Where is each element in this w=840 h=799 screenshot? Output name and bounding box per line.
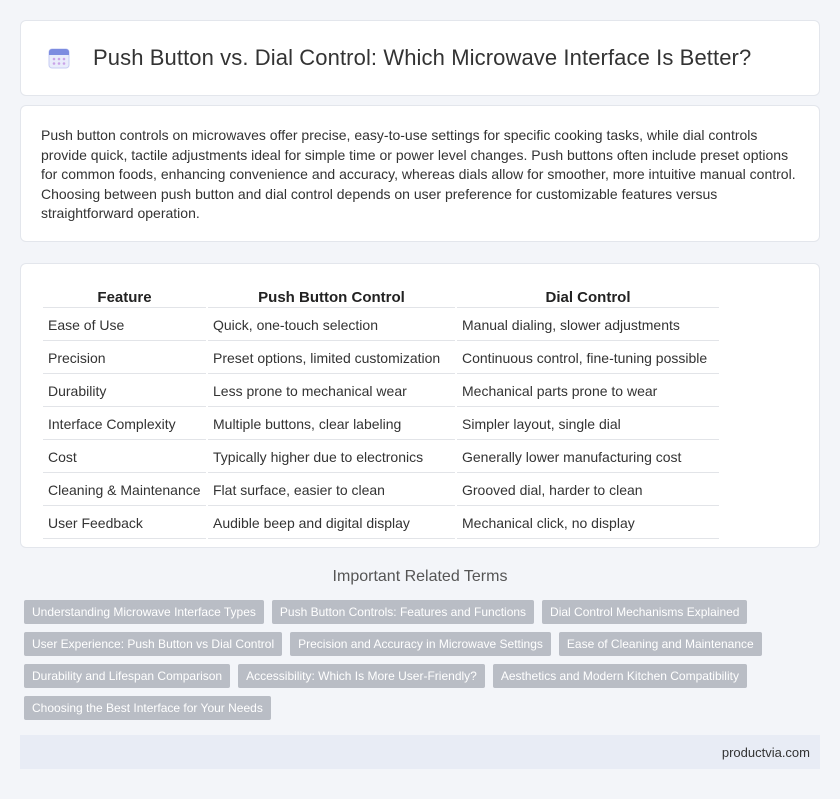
footer-site-link[interactable]: productvia.com [721,744,810,760]
table-cell: Less prone to mechanical wear [208,376,455,407]
footer [20,735,820,769]
related-term-tag[interactable]: Ease of Cleaning and Maintenance [559,632,762,656]
table-cell: Quick, one-touch selection [208,310,455,341]
related-term-tag[interactable]: Choosing the Best Interface for Your Needs [24,696,271,720]
table-cell: Interface Complexity [43,409,206,440]
comparison-table [41,284,721,541]
header-card [20,20,820,96]
calendar-icon [47,46,71,70]
table-cell: Durability [43,376,206,407]
table-cell: Precision [43,343,206,374]
table-cell: Grooved dial, harder to clean [457,475,719,506]
related-term-tag[interactable]: Durability and Lifespan Comparison [24,664,230,688]
page-title: Push Button vs. Dial Control: Which Microwave Interface Is Better? [93,45,752,70]
table-row [43,409,719,440]
table-row [43,376,719,407]
table-cell: Simpler layout, single dial [457,409,719,440]
table-cell: Continuous control, fine-tuning possible [457,343,719,374]
column-header-feature: Feature [43,286,206,308]
table-cell: Preset options, limited customization [208,343,455,374]
table-row [43,343,719,374]
intro-text: Push button controls on microwaves offer precise, easy-to-use settings for specific cooking tasks, while dial controls provide quick, tactile adjustments ideal for simple time or power level changes. Push buttons often include preset options for common foods, enhancing convenience and accuracy, whereas dials allow for smoother, more intuitive manual control. Choosing between push button and dial control depends on user preference for customizable features versus straightforward operation. [41,127,796,222]
table-cell: Cleaning & Maintenance [43,475,206,506]
table-cell: Generally lower manufacturing cost [457,442,719,473]
related-term-tag[interactable]: Precision and Accuracy in Microwave Settings [290,632,551,656]
related-term-tag[interactable]: Dial Control Mechanisms Explained [542,600,747,624]
table-cell: Cost [43,442,206,473]
table-cell: Mechanical click, no display [457,508,719,539]
related-term-tag[interactable]: Understanding Microwave Interface Types [24,600,264,624]
intro-card [20,105,820,242]
column-header-push-button: Push Button Control [208,286,455,308]
table-cell: User Feedback [43,508,206,539]
table-cell: Audible beep and digital display [208,508,455,539]
related-term-tag[interactable]: Push Button Controls: Features and Functions [272,600,534,624]
comparison-table-card [20,263,820,548]
related-terms-title: Important Related Terms [332,568,508,585]
related-term-tag[interactable]: User Experience: Push Button vs Dial Control [24,632,282,656]
table-row [43,442,719,473]
table-cell: Typically higher due to electronics [208,442,455,473]
table-cell: Manual dialing, slower adjustments [457,310,719,341]
table-cell: Ease of Use [43,310,206,341]
table-cell: Mechanical parts prone to wear [457,376,719,407]
table-cell: Flat surface, easier to clean [208,475,455,506]
table-header-row [43,286,719,308]
table-row [43,475,719,506]
table-row [43,508,719,539]
table-row [43,310,719,341]
table-cell: Multiple buttons, clear labeling [208,409,455,440]
related-term-tag[interactable]: Accessibility: Which Is More User-Friendly? [238,664,485,688]
related-terms-list [24,600,814,720]
column-header-dial: Dial Control [457,286,719,308]
related-term-tag[interactable]: Aesthetics and Modern Kitchen Compatibility [493,664,747,688]
